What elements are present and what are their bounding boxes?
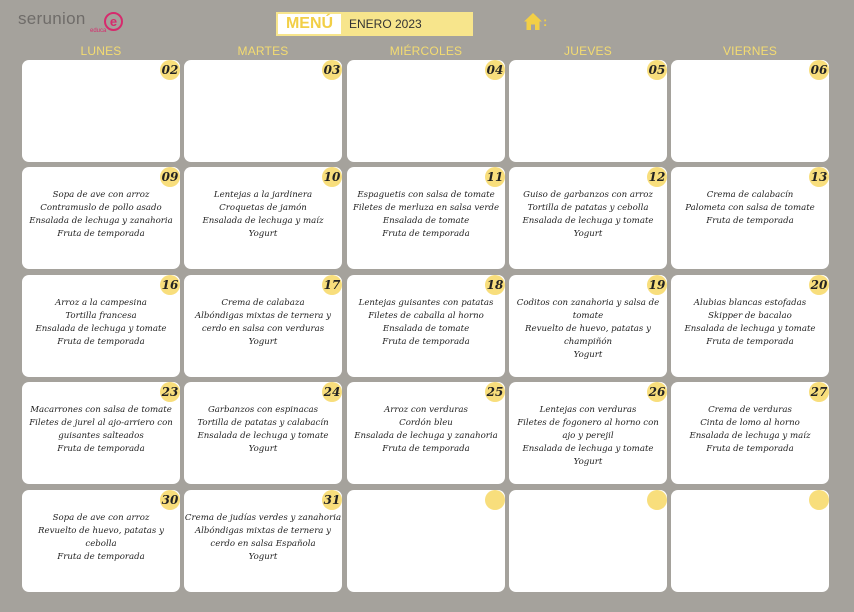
dish-item: Filetes de caballa al horno [368, 311, 484, 321]
day-cell [184, 382, 342, 484]
dish-list [673, 189, 827, 228]
day-cell [184, 275, 342, 377]
dish-item: Revuelto de huevo, patatas y champiñón [525, 324, 651, 347]
dish-item: Contramuslo de pollo asado [40, 203, 162, 213]
day-number-badge: 06 [809, 60, 829, 80]
dish-item: Ensalada de lechuga y maíz [689, 431, 811, 441]
dish-item: Cordón bleu [399, 418, 453, 428]
dish-item: Fruta de temporada [382, 229, 470, 239]
dish-item: Albóndigas mixtas de ternera y cerdo en salsa Española [194, 526, 332, 549]
day-number-badge: 26 [647, 382, 667, 402]
dish-item: Ensalada de tomate [382, 324, 470, 334]
dish-item: Fruta de temporada [57, 444, 145, 454]
dish-item: Revuelto de huevo, patatas y cebolla [38, 526, 164, 549]
weekday-miércoles: MIÉRCOLES [389, 44, 463, 58]
day-cell [22, 167, 180, 269]
dish-item: Filetes de fogonero al horno con ajo y perejil [517, 418, 659, 441]
dish-item: Croquetas de jamón [219, 203, 307, 213]
logo-subtext: educa [90, 28, 107, 34]
menu-title-box [276, 12, 473, 36]
day-number-badge: 03 [322, 60, 342, 80]
dish-item: Fruta de temporada [57, 229, 145, 239]
day-cell [509, 275, 667, 377]
dish-item: Yogurt [573, 350, 603, 360]
dish-item: Yogurt [248, 229, 278, 239]
day-number-badge [485, 490, 505, 510]
dish-item: Sopa de ave con arroz [52, 190, 150, 200]
day-number-badge [809, 490, 829, 510]
day-number-badge: 11 [485, 167, 505, 187]
weekday-viernes: VIERNES [722, 44, 778, 58]
day-number-badge: 18 [485, 275, 505, 295]
dish-item: Yogurt [573, 229, 603, 239]
day-cell [22, 275, 180, 377]
day-cell [22, 490, 180, 592]
dish-item: Macarrones con salsa de tomate [30, 405, 172, 415]
dish-item: Guiso de garbanzos con arroz [523, 190, 653, 200]
dish-item: Tortilla francesa [65, 311, 137, 321]
day-number-badge: 31 [322, 490, 342, 510]
day-number-badge: 16 [160, 275, 180, 295]
dish-item: Albóndigas mixtas de ternera y cerdo en salsa con verduras [194, 311, 332, 334]
day-number-badge: 05 [647, 60, 667, 80]
weekday-lunes: LUNES [80, 44, 122, 58]
dish-item: Ensalada de lechuga y tomate [35, 324, 167, 334]
menu-label: MENÚ [278, 14, 341, 34]
dish-item: Filetes de jurel al ajo-arriero con guisantes salteados [29, 418, 173, 441]
dish-item: Yogurt [248, 444, 278, 454]
dish-item: Skipper de bacalao [708, 311, 792, 321]
dish-item: Yogurt [573, 457, 603, 467]
dish-list [673, 404, 827, 456]
dish-item: Yogurt [248, 552, 278, 562]
dish-item: Tortilla de patatas y calabacín [197, 418, 329, 428]
dish-list [511, 404, 665, 469]
day-number-badge: 12 [647, 167, 667, 187]
day-number-badge: 02 [160, 60, 180, 80]
dish-item: Ensalada de lechuga y tomate [684, 324, 816, 334]
day-cell [22, 382, 180, 484]
dish-list [24, 404, 178, 456]
home-colon: : [543, 14, 548, 29]
weekday-jueves: JUEVES [564, 44, 612, 58]
dish-item: Ensalada de lechuga y maíz [202, 216, 324, 226]
dish-item: Fruta de temporada [706, 216, 794, 226]
day-cell [22, 60, 180, 162]
dish-list [24, 297, 178, 349]
dish-item: Tortilla de patatas y cebolla [527, 203, 649, 213]
dish-item: Fruta de temporada [382, 337, 470, 347]
menu-month: ENERO 2023 [341, 14, 471, 34]
day-cell [347, 275, 505, 377]
dish-item: Palometa con salsa de tomate [685, 203, 815, 213]
dish-list [186, 189, 340, 241]
dish-item: Ensalada de lechuga y tomate [522, 216, 654, 226]
dish-item: Ensalada de lechuga y zanahoria [354, 431, 498, 441]
weekday-martes: MARTES [237, 44, 289, 58]
dish-list [349, 297, 503, 349]
day-number-badge: 04 [485, 60, 505, 80]
dish-item: Cinta de lomo al horno [700, 418, 800, 428]
dish-item: Crema de calabacín [706, 190, 794, 200]
day-number-badge: 30 [160, 490, 180, 510]
day-number-badge: 13 [809, 167, 829, 187]
dish-list [186, 297, 340, 349]
home-icon[interactable] [523, 12, 543, 31]
day-cell [184, 60, 342, 162]
dish-item: Ensalada de lechuga y tomate [522, 444, 654, 454]
day-number-badge: 25 [485, 382, 505, 402]
day-number-badge: 19 [647, 275, 667, 295]
day-number-badge: 24 [322, 382, 342, 402]
dish-item: Lentejas a la jardinera [213, 190, 313, 200]
dish-item: Yogurt [248, 337, 278, 347]
dish-list [186, 404, 340, 456]
dish-item: Ensalada de lechuga y tomate [197, 431, 329, 441]
day-cell [671, 490, 829, 592]
day-cell [509, 167, 667, 269]
dish-item: Lentejas con verduras [539, 405, 637, 415]
logo-text: serunion [18, 9, 86, 28]
day-cell [671, 275, 829, 377]
day-cell [671, 382, 829, 484]
header [0, 0, 854, 44]
day-cell [509, 382, 667, 484]
day-number-badge: 17 [322, 275, 342, 295]
day-cell [509, 490, 667, 592]
dish-item: Lentejas guisantes con patatas [358, 298, 494, 308]
day-cell [671, 60, 829, 162]
day-cell [347, 382, 505, 484]
dish-item: Arroz con verduras [384, 405, 468, 415]
dish-list [186, 512, 340, 564]
dish-list [24, 512, 178, 564]
dish-item: Garbanzos con espinacas [207, 405, 319, 415]
dish-list [349, 189, 503, 241]
dish-list [511, 297, 665, 362]
day-number-badge: 09 [160, 167, 180, 187]
day-cell [347, 60, 505, 162]
day-number-badge: 10 [322, 167, 342, 187]
dish-list [24, 189, 178, 241]
day-number-badge [647, 490, 667, 510]
day-cell [347, 167, 505, 269]
dish-item: Arroz a la campesina [55, 298, 147, 308]
dish-list [673, 297, 827, 349]
dish-item: Crema de judías verdes y zanahoria [184, 513, 342, 523]
dish-item: Fruta de temporada [706, 444, 794, 454]
dish-item: Crema de verduras [708, 405, 792, 415]
dish-item: Fruta de temporada [382, 444, 470, 454]
day-cell [671, 167, 829, 269]
dish-list [511, 189, 665, 241]
day-number-badge: 23 [160, 382, 180, 402]
dish-item: Fruta de temporada [57, 552, 145, 562]
logo-icon: e [104, 12, 123, 31]
day-cell [347, 490, 505, 592]
dish-item: Alubias blancas estofadas [693, 298, 807, 308]
day-cell [184, 167, 342, 269]
dish-item: Filetes de merluza en salsa verde [352, 203, 500, 213]
day-cell [509, 60, 667, 162]
dish-item: Crema de calabaza [221, 298, 305, 308]
dish-item: Ensalada de tomate [382, 216, 470, 226]
dish-item: Fruta de temporada [706, 337, 794, 347]
day-number-badge: 27 [809, 382, 829, 402]
dish-item: Ensalada de lechuga y zanahoria [29, 216, 173, 226]
dish-item: Coditos con zanahoria y salsa de tomate [516, 298, 660, 321]
dish-item: Sopa de ave con arroz [52, 513, 150, 523]
day-number-badge: 20 [809, 275, 829, 295]
dish-item: Fruta de temporada [57, 337, 145, 347]
dish-item: Espaguetis con salsa de tomate [357, 190, 495, 200]
day-cell [184, 490, 342, 592]
dish-list [349, 404, 503, 456]
